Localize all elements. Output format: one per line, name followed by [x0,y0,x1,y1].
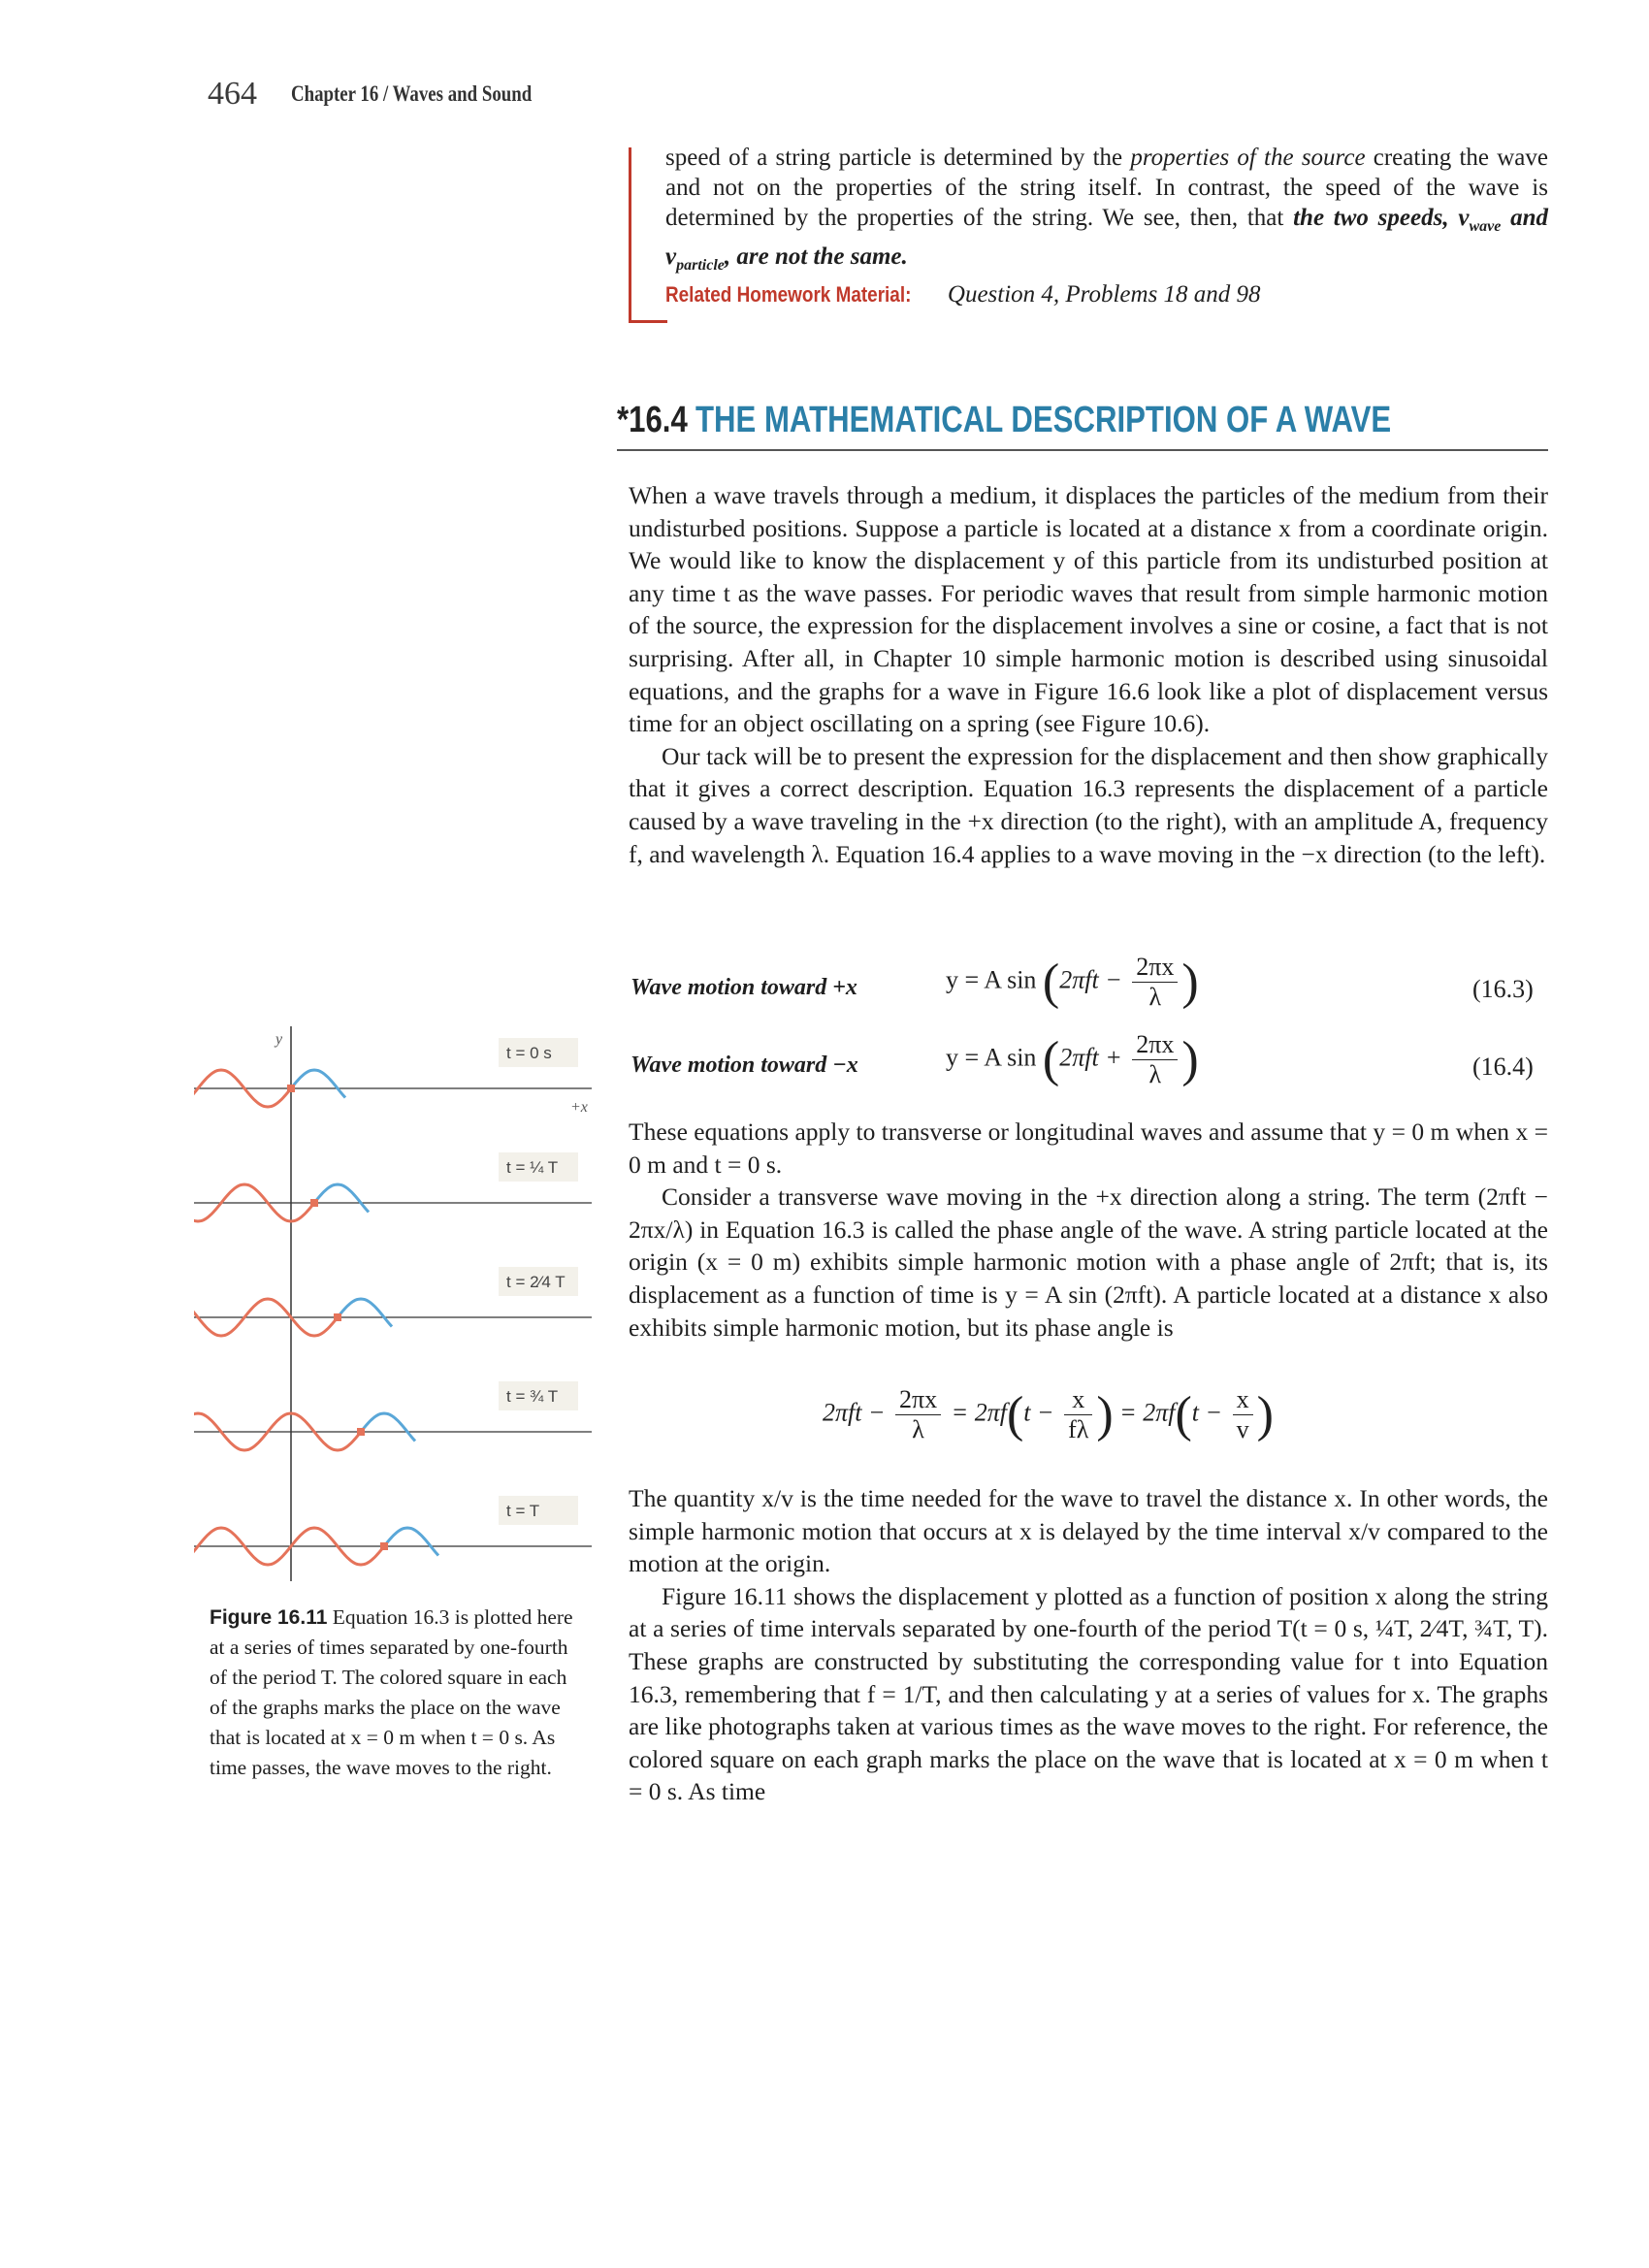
section-heading [617,400,1391,441]
eq2-label: Wave motion toward −x [630,1053,858,1078]
equation-16-3 [946,953,1199,1012]
eq1-number: (16.3) [1472,975,1534,1003]
eq3-den1: λ [912,1415,924,1443]
eq3-paren-l2: ( [1175,1387,1192,1442]
figure-panels [194,1038,592,1565]
figure-caption-text: Equation 16.3 is plotted here at a series of times separated by one-fourth of the period T. The colored square in each of the graphs marks the place on the wave that is located at x = 0 m when t = 0 s. As time passes, the wave moves to the right. [210,1605,573,1779]
figure-caption [210,1603,578,1783]
wave-marker-square [380,1542,388,1550]
body-block-1 [629,479,1548,870]
paragraph-1: When a wave travels through a medium, it displaces the particles of the medium from their undisturbed positions. Suppose a particle is located at a distance x from a coordinate origin. We would like to know the displacement y of this particle from its undisturbed position at any time t as the wave passes. For periodic waves that result from simple harmonic motion of the source, the expression for the displacement involves a sine or cosine, a fact that is not surprising. After all, in Chapter 10 simple harmonic motion is described using sinusoidal equations, and the graphs for a wave in Figure 16.6 look like a plot of displacement versus time for an object oscillating on a spring (see Figure 10.6). [629,481,1548,738]
panel-time-label: t = ¼ T [506,1158,559,1177]
concept-sub-particle: particle [676,257,725,274]
eq3-e: t − [1191,1398,1223,1427]
figure-x-label: +x [570,1099,588,1116]
concept-box-foot [629,320,667,323]
eq1-lhs: y = A sin [946,965,1037,994]
eq1-inner: 2πft − [1059,965,1122,994]
paragraph-2: Our tack will be to present the expression for the displacement and then show graphically that it gives a correct description. Equation 16.3 represents the displacement of a particle caused by a wave traveling in the +x direction (to the right), with an amplitude A, frequency f, and wavelength λ. Equation 16.4 applies to a wave moving in the −x direction (to the left). [629,741,1548,868]
eq3-a: 2πft − [823,1398,886,1427]
eq1-paren-right: ) [1181,955,1199,1010]
related-homework-label: Related Homework Material: [665,282,912,307]
section-rule [617,449,1548,451]
wave-marker-square [357,1428,365,1436]
section-number: *16.4 [617,400,688,440]
eq3-b: = 2πf [951,1398,1007,1427]
eq2-paren-right: ) [1181,1032,1199,1087]
eq1-label: Wave motion toward +x [630,975,857,1000]
panel-time-label: t = T [506,1502,540,1520]
eq3-paren-r1: ) [1096,1387,1114,1442]
eq3-frac1 [895,1385,941,1444]
eq2-inner: 2πft + [1059,1043,1122,1072]
eq2-paren-left: ( [1042,1032,1060,1087]
figure-16-11 [194,1009,601,1591]
body-block-3 [629,1482,1548,1808]
eq3-num2: x [1064,1385,1092,1415]
paragraph-5: The quantity x/v is the time needed for the wave to travel the distance x. In other words, the simple harmonic motion that occurs at x is delayed by the time interval x/v compared to the motion at the origin. [629,1484,1548,1578]
figure-y-label: y [275,1031,283,1048]
page-number: 464 [208,76,257,112]
eq1-num: 2πx [1132,953,1178,983]
eq3-num1: 2πx [895,1385,941,1415]
concept-text-2: properties of the source [1130,145,1366,171]
eq2-number: (16.4) [1472,1053,1534,1081]
eq1-paren-left: ( [1042,955,1060,1010]
equation-16-4 [946,1030,1199,1089]
wave-marker-square [310,1199,318,1207]
eq3-c: t − [1023,1398,1054,1427]
concept-text-4: the two speeds, v [1293,205,1470,231]
concept-text-3: creating the wave and not on the properties of the string itself. In contrast, the speed of the wave is determined by the properties of the string. We see, then, that [665,145,1548,231]
related-homework-value: Question 4, Problems 18 and 98 [947,281,1261,308]
wave-marker-square [334,1313,341,1321]
concept-sub-wave: wave [1469,218,1502,235]
panel-time-label: t = 0 s [506,1044,552,1062]
eq2-fraction [1132,1030,1178,1089]
section-title: THE MATHEMATICAL DESCRIPTION OF A WAVE [695,400,1392,440]
concept-text-6: , are not the same. [724,243,908,270]
wave-blue-segment [291,1070,345,1098]
eq3-den3: v [1236,1415,1249,1443]
wave-blue-segment [338,1299,392,1327]
panel-time-label: t = 2⁄4 T [506,1273,566,1291]
paragraph-3: These equations apply to transverse or longitudinal waves and assume that y = 0 m when x = 0 m and t = 0 s. [629,1118,1548,1179]
paragraph-4: Consider a transverse wave moving in the +x direction along a string. The term (2πft − 2πx/λ) in Equation 16.3 is called the phase angle of the wave. A string particle located at the origin (x = 0 m) exhibits simple harmonic motion with a phase angle of 2πft; that is, its displacement as a function of time is y = A sin (2πft). A particle located at a distance x also exhibits simple harmonic motion, but its phase angle is [629,1183,1548,1342]
panel-time-label: t = ¾ T [506,1387,559,1406]
concept-text-5: and v [665,205,1548,270]
eq2-den: λ [1148,1060,1162,1088]
related-homework [665,281,1261,308]
eq3-frac2 [1064,1385,1092,1444]
chapter-title: Chapter 16 / Waves and Sound [291,81,533,106]
wave-blue-segment [361,1413,415,1442]
paragraph-6: Figure 16.11 shows the displacement y plotted as a function of position x along the string at a series of time intervals separated by one-fourth of the period T(t = 0 s, ¼T, 2⁄4T, ¾T, T). These graphs are constructed by substituting the corresponding value for t into Equation 16.3, remembering that f = 1/T, and then calculating y at a series of values for x. The graphs are like photographs taken at various times as the wave moves to the right. For reference, the colored square on each graph marks the place on the wave that is located at x = 0 m when t = 0 s. As time [629,1581,1548,1806]
figure-caption-label: Figure 16.11 [210,1606,328,1629]
wave-marker-square [287,1085,295,1092]
concept-text-1: speed of a string particle is determined by the [665,145,1131,171]
body-block-2 [629,1116,1548,1344]
phase-equation [823,1385,1274,1444]
concept-box-bar [629,147,631,322]
wave-blue-segment [314,1184,369,1213]
concept-box-text [665,143,1548,280]
eq3-frac3 [1233,1385,1253,1444]
eq3-num3: x [1233,1385,1253,1415]
eq3-paren-r2: ) [1256,1387,1274,1442]
eq1-fraction [1132,953,1178,1012]
eq3-paren-l1: ( [1006,1387,1024,1442]
eq3-d: = 2πf [1119,1398,1176,1427]
wave-blue-segment [384,1528,438,1556]
eq1-den: λ [1148,983,1162,1011]
eq2-num: 2πx [1132,1030,1178,1060]
eq2-lhs: y = A sin [946,1043,1037,1072]
eq3-den2: fλ [1068,1415,1089,1443]
